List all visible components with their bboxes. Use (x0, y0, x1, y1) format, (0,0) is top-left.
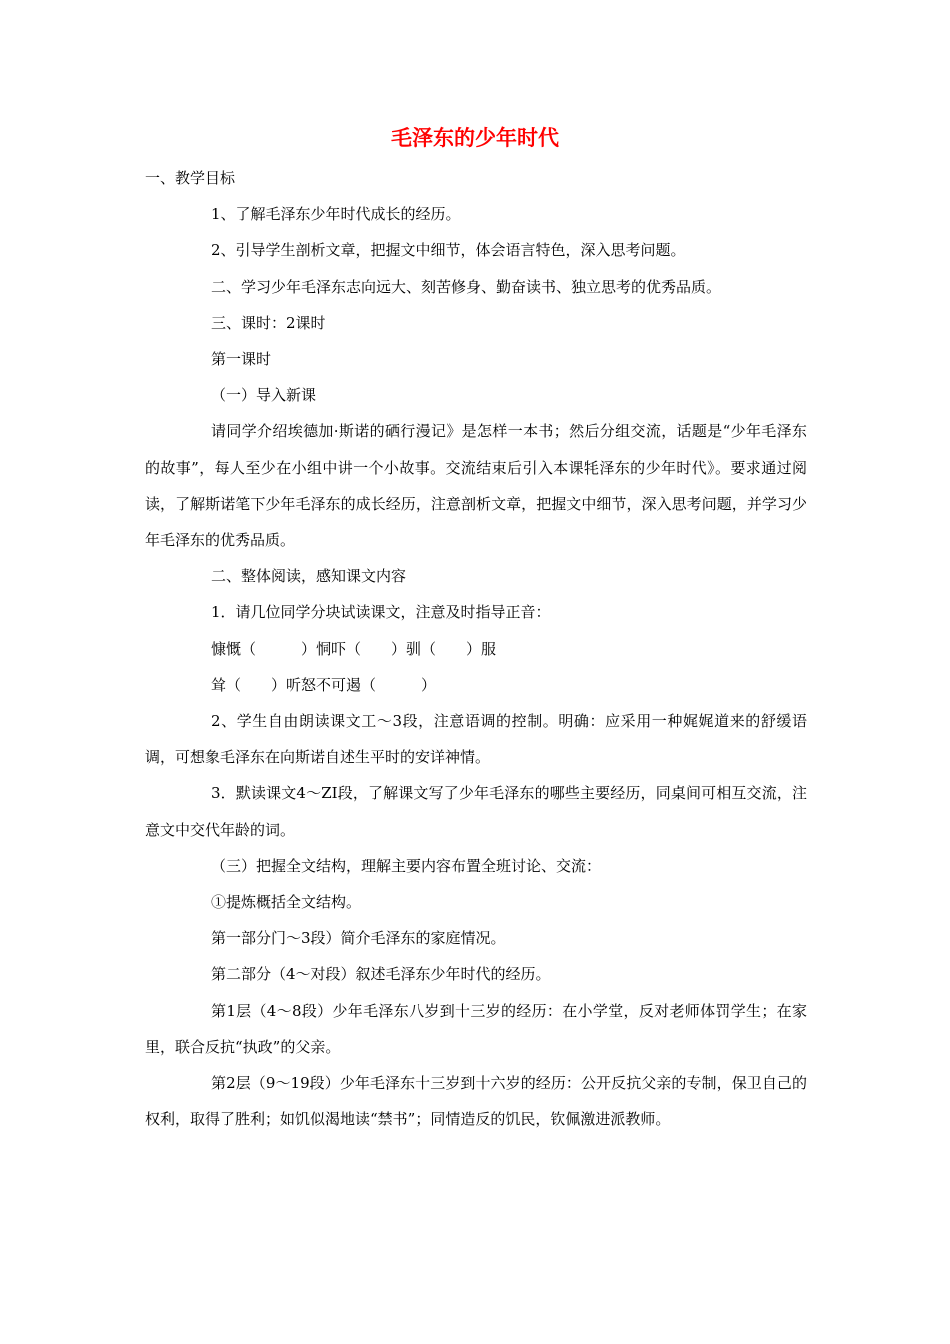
paragraph: （三）把握全文结构，理解主要内容布置全班讨论、交流： (211, 856, 602, 875)
paragraph: 第2层（9～19段）少年毛泽东十三岁到十六岁的经历：公开反抗父亲的专制，保卫自己的权利，取得了胜利；如饥似渴地读“禁书”；同情造反的饥民，钦佩激进派教师。 (145, 1074, 807, 1129)
paragraph: 第一部分门～3段）简介毛泽东的家庭情况。 (211, 929, 506, 948)
paragraph: 二、学习少年毛泽东志向远大、刻苦修身、勤奋读书、独立思考的优秀品质。 (211, 277, 722, 296)
paragraph: 三、课时：2课时 (211, 313, 326, 332)
pinyin-exercise: 慷慨（ ）恫吓（ ）驯（ ）服 (211, 639, 497, 658)
paragraph: 1、了解毛泽东少年时代成长的经历。 (211, 205, 461, 224)
paragraph: 二、整体阅读，感知课文内容 (211, 567, 407, 586)
document-body (145, 160, 807, 1137)
paragraph: 第二部分（4～对段）叙述毛泽东少年时代的经历。 (211, 965, 551, 984)
paragraph: 第一课时 (211, 350, 272, 369)
paragraph: 2、引导学生剖析文章，把握文中细节，体会语言特色，深入思考问题。 (211, 241, 686, 260)
paragraph: 3．默读课文4～ZI段，了解课文写了少年毛泽东的哪些主要经历，同桌间可相互交流，注意文中交代年龄的词。 (145, 784, 807, 839)
paragraph: 第1层（4～8段）少年毛泽东八岁到十三岁的经历：在小学堂，反对老师体罚学生；在家里，联合反抗“执政”的父亲。 (145, 1001, 807, 1056)
pinyin-exercise: 耸（ ）听怒不可遏（ ） (211, 675, 437, 694)
paragraph: 请同学介绍埃德加·斯诺的硒行漫记》是怎样一本书；然后分组交流，话题是“少年毛泽东的故事”，每人至少在小组中讲一个小故事。交流结束后引入本课牦泽东的少年时代》。要求通过阅读，了解斯诺笔下少年毛泽东的成长经历，注意剖析文章，把握文中细节，深入思考问题，并学习少年毛泽东的优秀品质。 (145, 422, 807, 550)
paragraph: 1．请几位同学分块试读课文，注意及时指导正音： (211, 603, 551, 622)
paragraph: 2、学生自由朗读课文工～3段，注意语调的控制。明确：应采用一种娓娓道来的舒缓语调，可想象毛泽东在向斯诺自述生平时的安详神情。 (145, 712, 807, 767)
paragraph: ①提炼概括全文结构。 (211, 893, 362, 912)
section-heading: 一、教学目标 (145, 169, 236, 187)
paragraph: （一）导入新课 (211, 386, 317, 405)
document-title: 毛泽东的少年时代 (391, 126, 559, 150)
